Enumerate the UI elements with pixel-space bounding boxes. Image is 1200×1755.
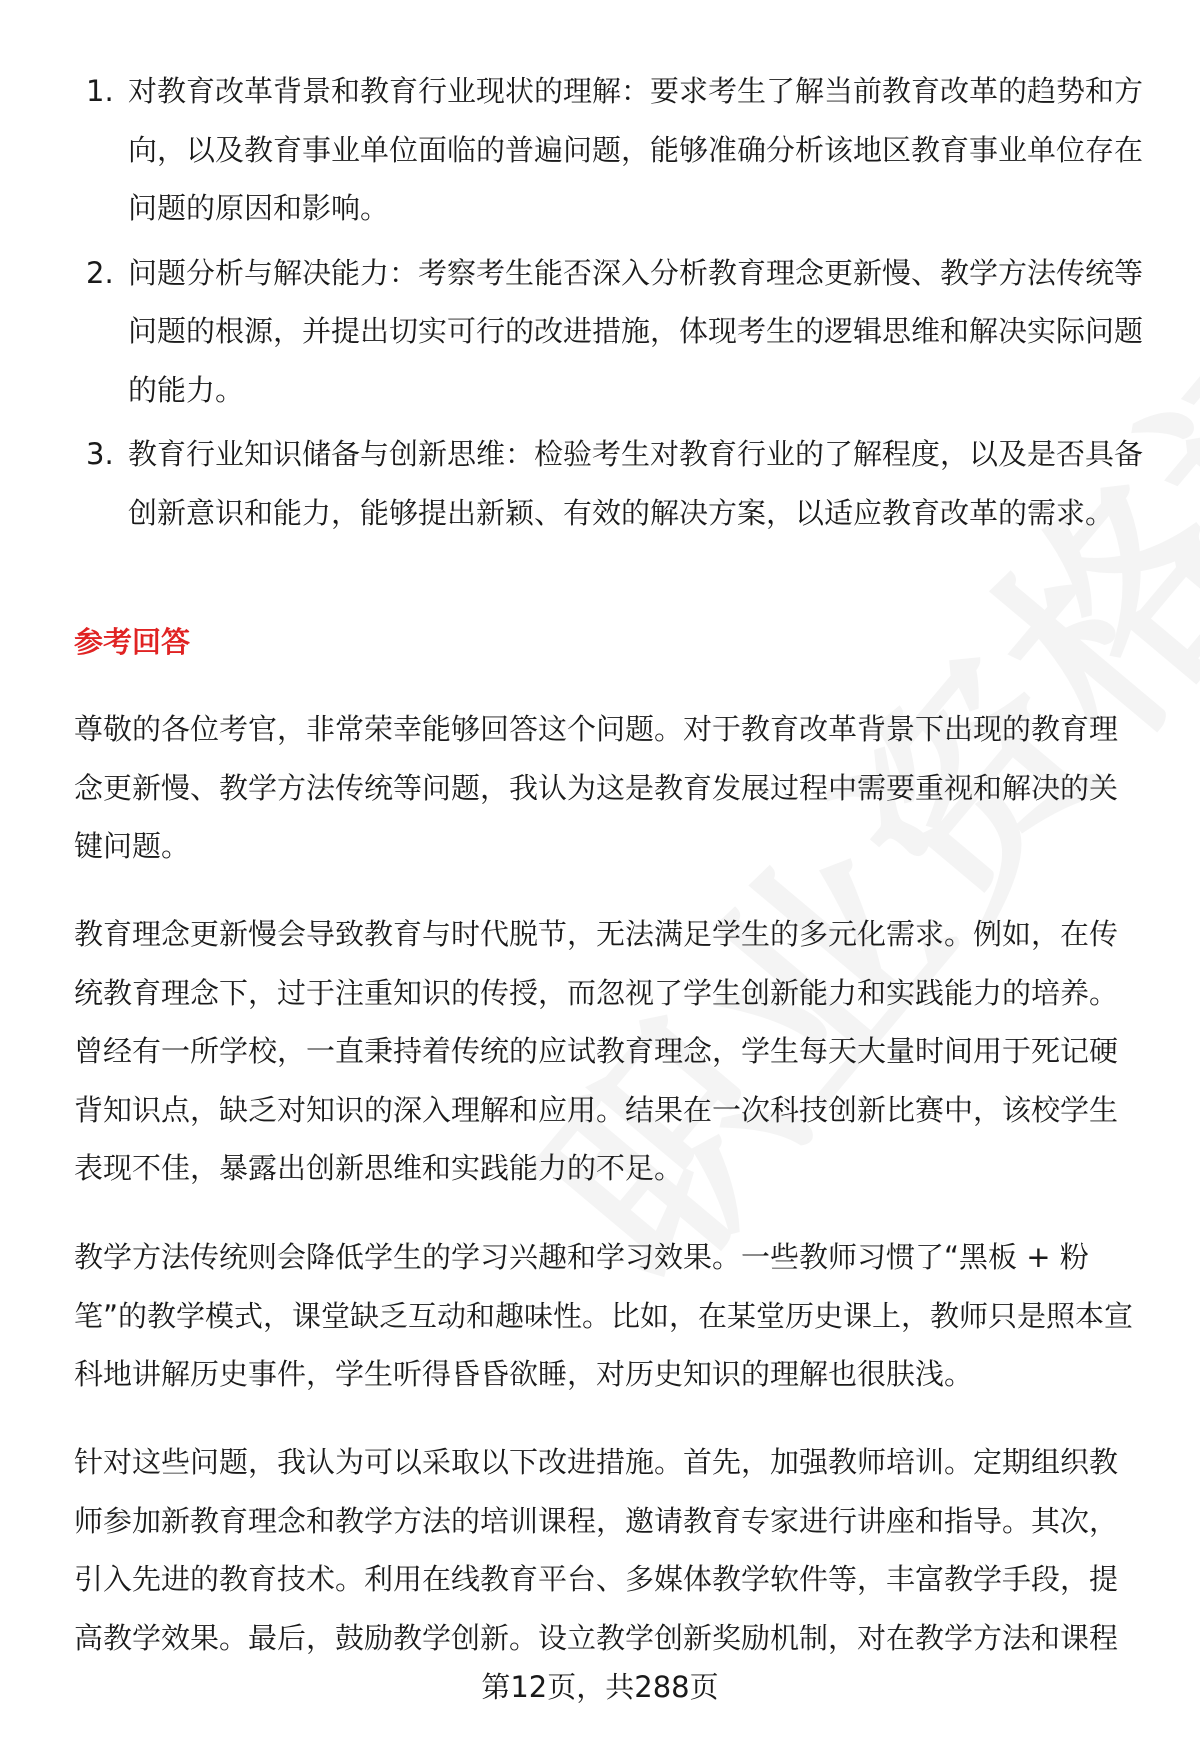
- answer-paragraph: 教育理念更新慢会导致教育与时代脱节，无法满足学生的多元化需求。例如，在传统教育理念下，过于注重知识的传授，而忽视了学生创新能力和实践能力的培养。曾经有一所学校，一直秉持着传统的应试教育理念，学生每天大量时间用于死记硬背知识点，缺乏对知识的深入理解和应用。结果在一次科技创新比赛中，该校学生表现不佳，暴露出创新思维和实践能力的不足。: [74, 917, 1119, 1185]
- criteria-item: [74, 244, 1144, 420]
- criteria-number: 2.: [86, 255, 114, 290]
- criteria-item: [74, 425, 1144, 542]
- criteria-text: 对教育改革背景和教育行业现状的理解：要求考生了解当前教育改革的趋势和方向，以及教育事业单位面临的普遍问题，能够准确分析该地区教育事业单位存在问题的原因和影响。: [128, 74, 1144, 225]
- criteria-text: 问题分析与解决能力：考察考生能否深入分析教育理念更新慢、教学方法传统等问题的根源，并提出切实可行的改进措施，体现考生的逻辑思维和解决实际问题的能力。: [128, 255, 1144, 407]
- answer-paragraph: 针对这些问题，我认为可以采取以下改进措施。首先，加强教师培训。定期组织教师参加新教育理念和教学方法的培训课程，邀请教育专家进行讲座和指导。其次，引入先进的教育技术。利用在线教育平台、多媒体教学软件等，丰富教学手段，提高教学效果。最后，鼓励教学创新。设立教学创新奖励机制，对在教学方法和课程: [74, 1445, 1119, 1655]
- criteria-item: [74, 62, 1144, 238]
- criteria-number: 1.: [86, 74, 114, 108]
- criteria-text: 教育行业知识储备与创新思维：检验考生对教育行业的了解程度，以及是否具备创新意识和能力，能够提出新颖、有效的解决方案，以适应教育改革的需求。: [128, 437, 1144, 530]
- page-number-footer: 第12页，共288页: [481, 1670, 719, 1704]
- answer-paragraph: 尊敬的各位考官，非常荣幸能够回答这个问题。对于教育改革背景下出现的教育理念更新慢、教学方法传统等问题，我认为这是教育发展过程中需要重视和解决的关键问题。: [74, 712, 1119, 863]
- answer-paragraph: 教学方法传统则会降低学生的学习兴趣和学习效果。一些教师习惯了“黑板 + 粉笔”的教学模式，课堂缺乏互动和趣味性。比如，在某堂历史课上，教师只是照本宣科地讲解历史事件，学生听得昏昏欲睡，对历史知识的理解也很肤浅。: [74, 1240, 1134, 1391]
- criteria-number: 3.: [86, 437, 114, 471]
- reference-answer-heading: 参考回答: [74, 625, 191, 659]
- criteria-list: [74, 62, 1144, 548]
